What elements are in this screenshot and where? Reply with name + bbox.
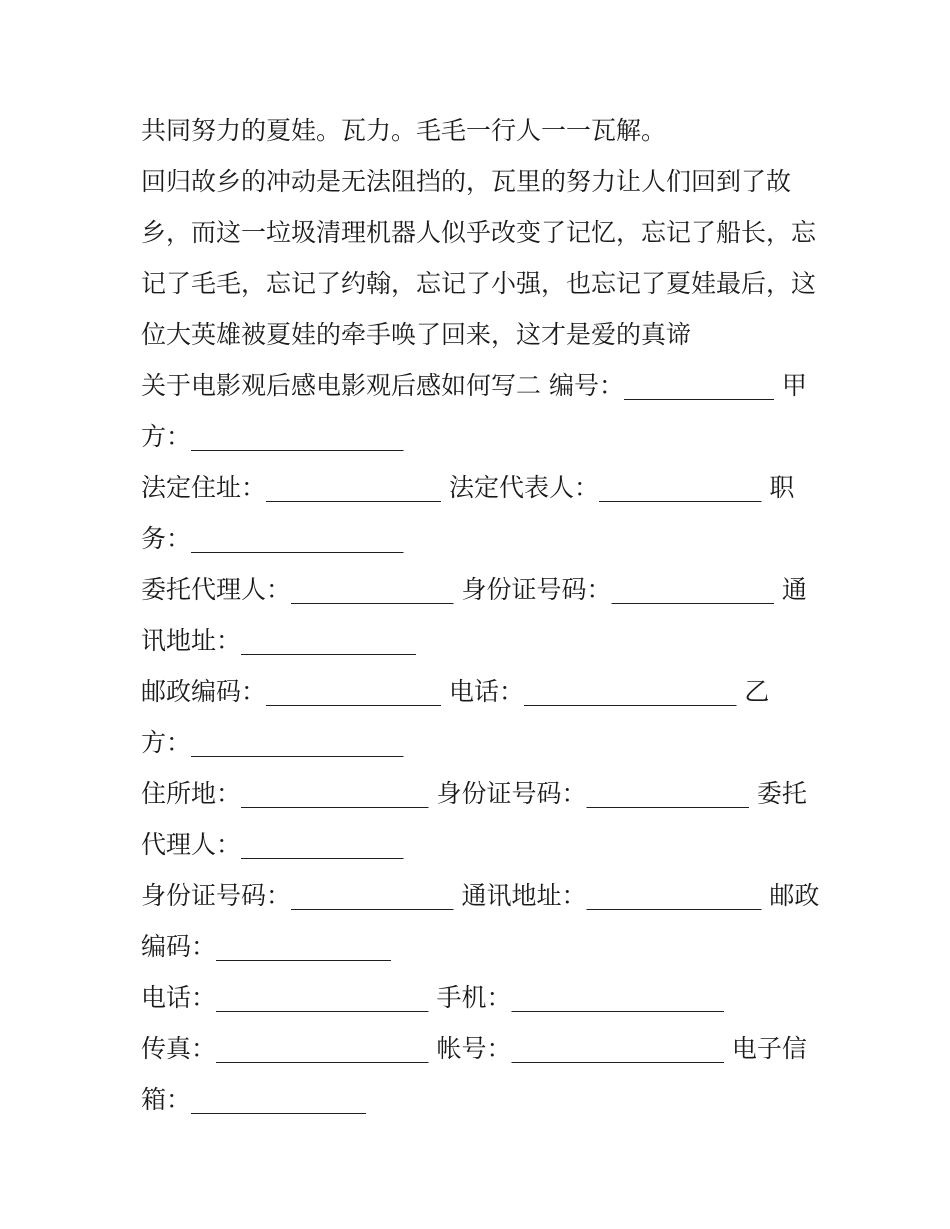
id-number-line: 身份证号码：_____________ 通讯地址：______________ 邮政 bbox=[141, 881, 820, 910]
party-b-line: 方：_________________ bbox=[141, 728, 404, 757]
text-line: 记了毛毛，忘记了约翰，忘记了小强，也忘记了夏娃最后，这 bbox=[141, 269, 817, 298]
party-a-line: 方：_________________ bbox=[141, 422, 404, 451]
residence-line: 住所地：_______________ 身份证号码：_____________ 委托 bbox=[141, 779, 807, 808]
agent-b-line: 代理人：_____________ bbox=[141, 830, 404, 859]
document-body bbox=[141, 105, 820, 1125]
postcode-line: 编码：______________ bbox=[141, 932, 392, 961]
fax-account-line: 传真：_________________ 帐号：_________________ 电子信 bbox=[141, 1034, 807, 1063]
agent-line: 委托代理人：_____________ 身份证号码：_____________ 通 bbox=[141, 575, 807, 604]
phone-mobile-line: 电话：_________________ 手机：_________________ bbox=[141, 983, 724, 1012]
email-line: 箱：______________ bbox=[141, 1085, 367, 1114]
contract-heading-line: 关于电影观后感电影观后感如何写二 编号：____________ 甲 bbox=[141, 371, 807, 400]
postcode-phone-line: 邮政编码：______________ 电话：_________________ 乙 bbox=[141, 677, 770, 706]
contact-address-line: 讯地址：______________ bbox=[141, 626, 417, 655]
text-line: 乡，而这一垃圾清理机器人似乎改变了记忆，忘记了船长，忘 bbox=[141, 218, 817, 247]
text-line: 共同努力的夏娃。瓦力。毛毛一行人一一瓦解。 bbox=[141, 116, 667, 145]
legal-address-line: 法定住址：______________ 法定代表人：_____________ 职 bbox=[141, 473, 795, 502]
text-line: 位大英雄被夏娃的牵手唤了回来，这才是爱的真谛 bbox=[141, 320, 692, 349]
text-line: 回归故乡的冲动是无法阻挡的，瓦里的努力让人们回到了故 bbox=[141, 167, 792, 196]
position-line: 务：_________________ bbox=[141, 524, 404, 553]
